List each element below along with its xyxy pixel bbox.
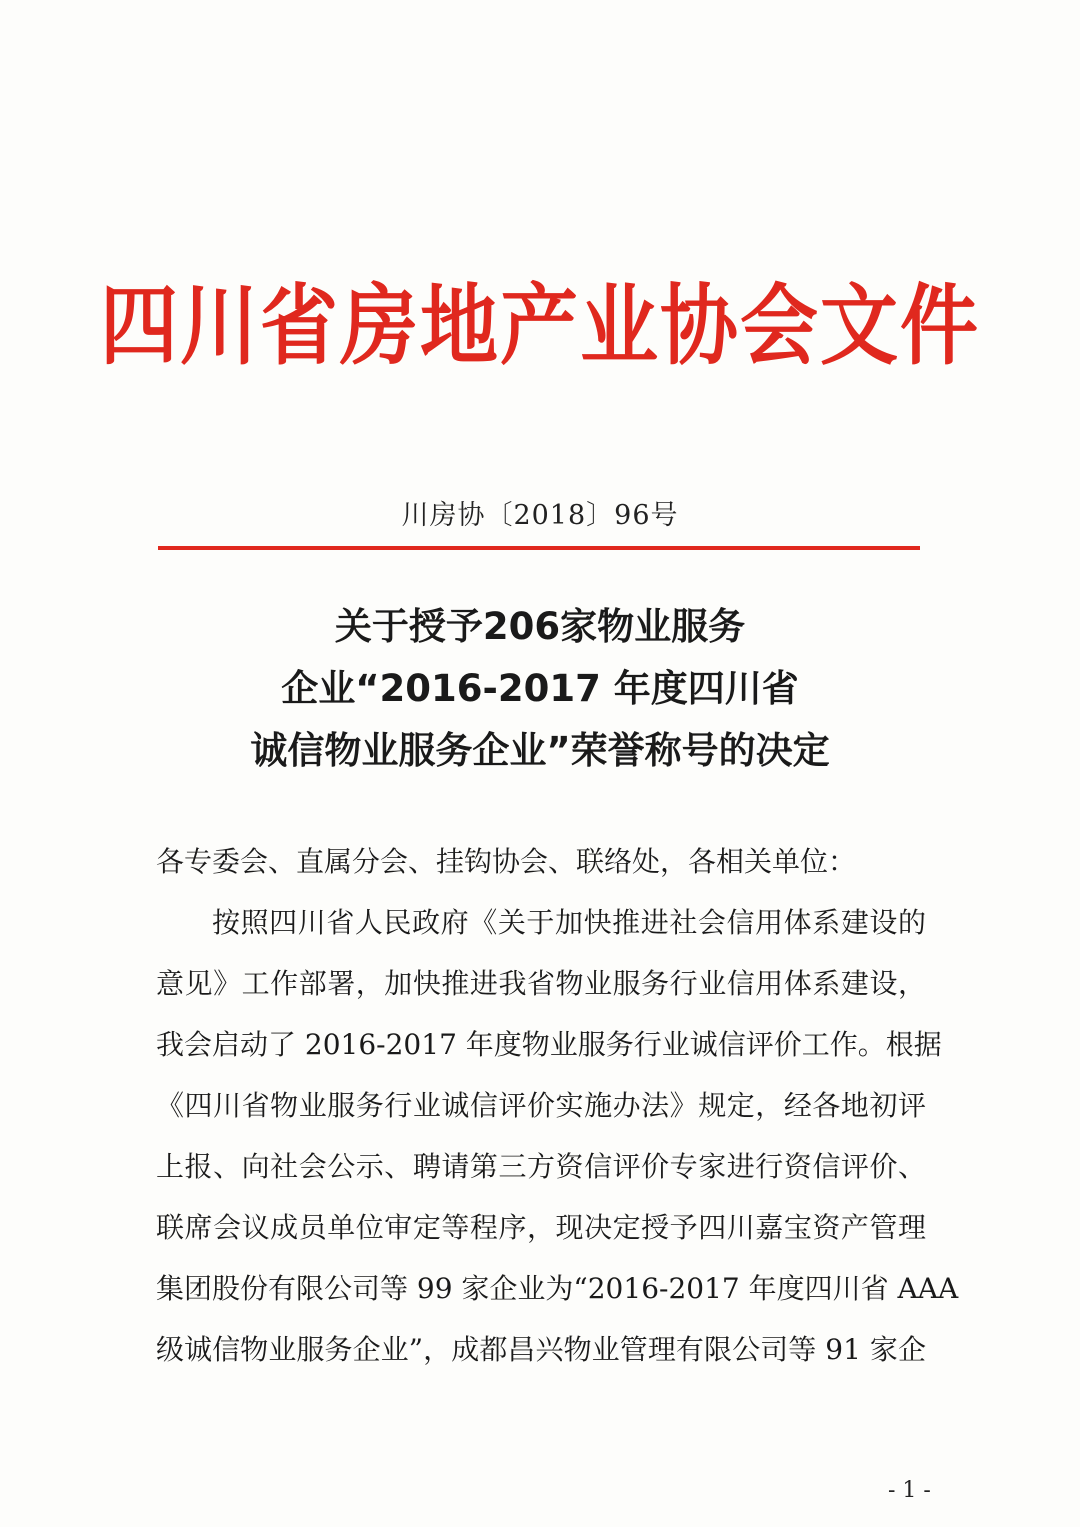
body-line: 级诚信物业服务企业”，成都昌兴物业管理有限公司等 91 家企	[156, 1333, 926, 1366]
issuing-organization-title: 四川省房地产业协会文件	[99, 276, 980, 378]
body-line: 按照四川省人民政府《关于加快推进社会信用体系建设的	[212, 906, 926, 939]
body-line: 意见》工作部署，加快推进我省物业服务行业信用体系建设，	[156, 967, 926, 1000]
body-line: 上报、向社会公示、聘请第三方资信评价专家进行资信评价、	[156, 1150, 926, 1183]
salutation: 各专委会、直属分会、挂钩协会、联络处，各相关单位：	[156, 845, 857, 878]
document-number: 川房协〔2018〕96号	[401, 500, 679, 531]
body-line: 我会启动了 2016-2017 年度物业服务行业诚信评价工作。根据	[156, 1028, 942, 1061]
document-body	[156, 838, 959, 1387]
document-title	[0, 596, 1080, 782]
body-line: 集团股份有限公司等 99 家企业为“2016-2017 年度四川省 AAA	[156, 1272, 959, 1305]
page-number: - 1 -	[888, 1478, 931, 1503]
body-line: 联席会议成员单位审定等程序，现决定授予四川嘉宝资产管理	[156, 1211, 926, 1244]
title-line: 关于授予206家物业服务	[334, 605, 746, 648]
title-line: 诚信物业服务企业”荣誉称号的决定	[250, 729, 830, 772]
body-line: 《四川省物业服务行业诚信评价实施办法》规定，经各地初评	[156, 1089, 926, 1122]
title-line: 企业“2016-2017 年度四川省	[281, 667, 799, 710]
red-separator-line	[158, 546, 920, 550]
